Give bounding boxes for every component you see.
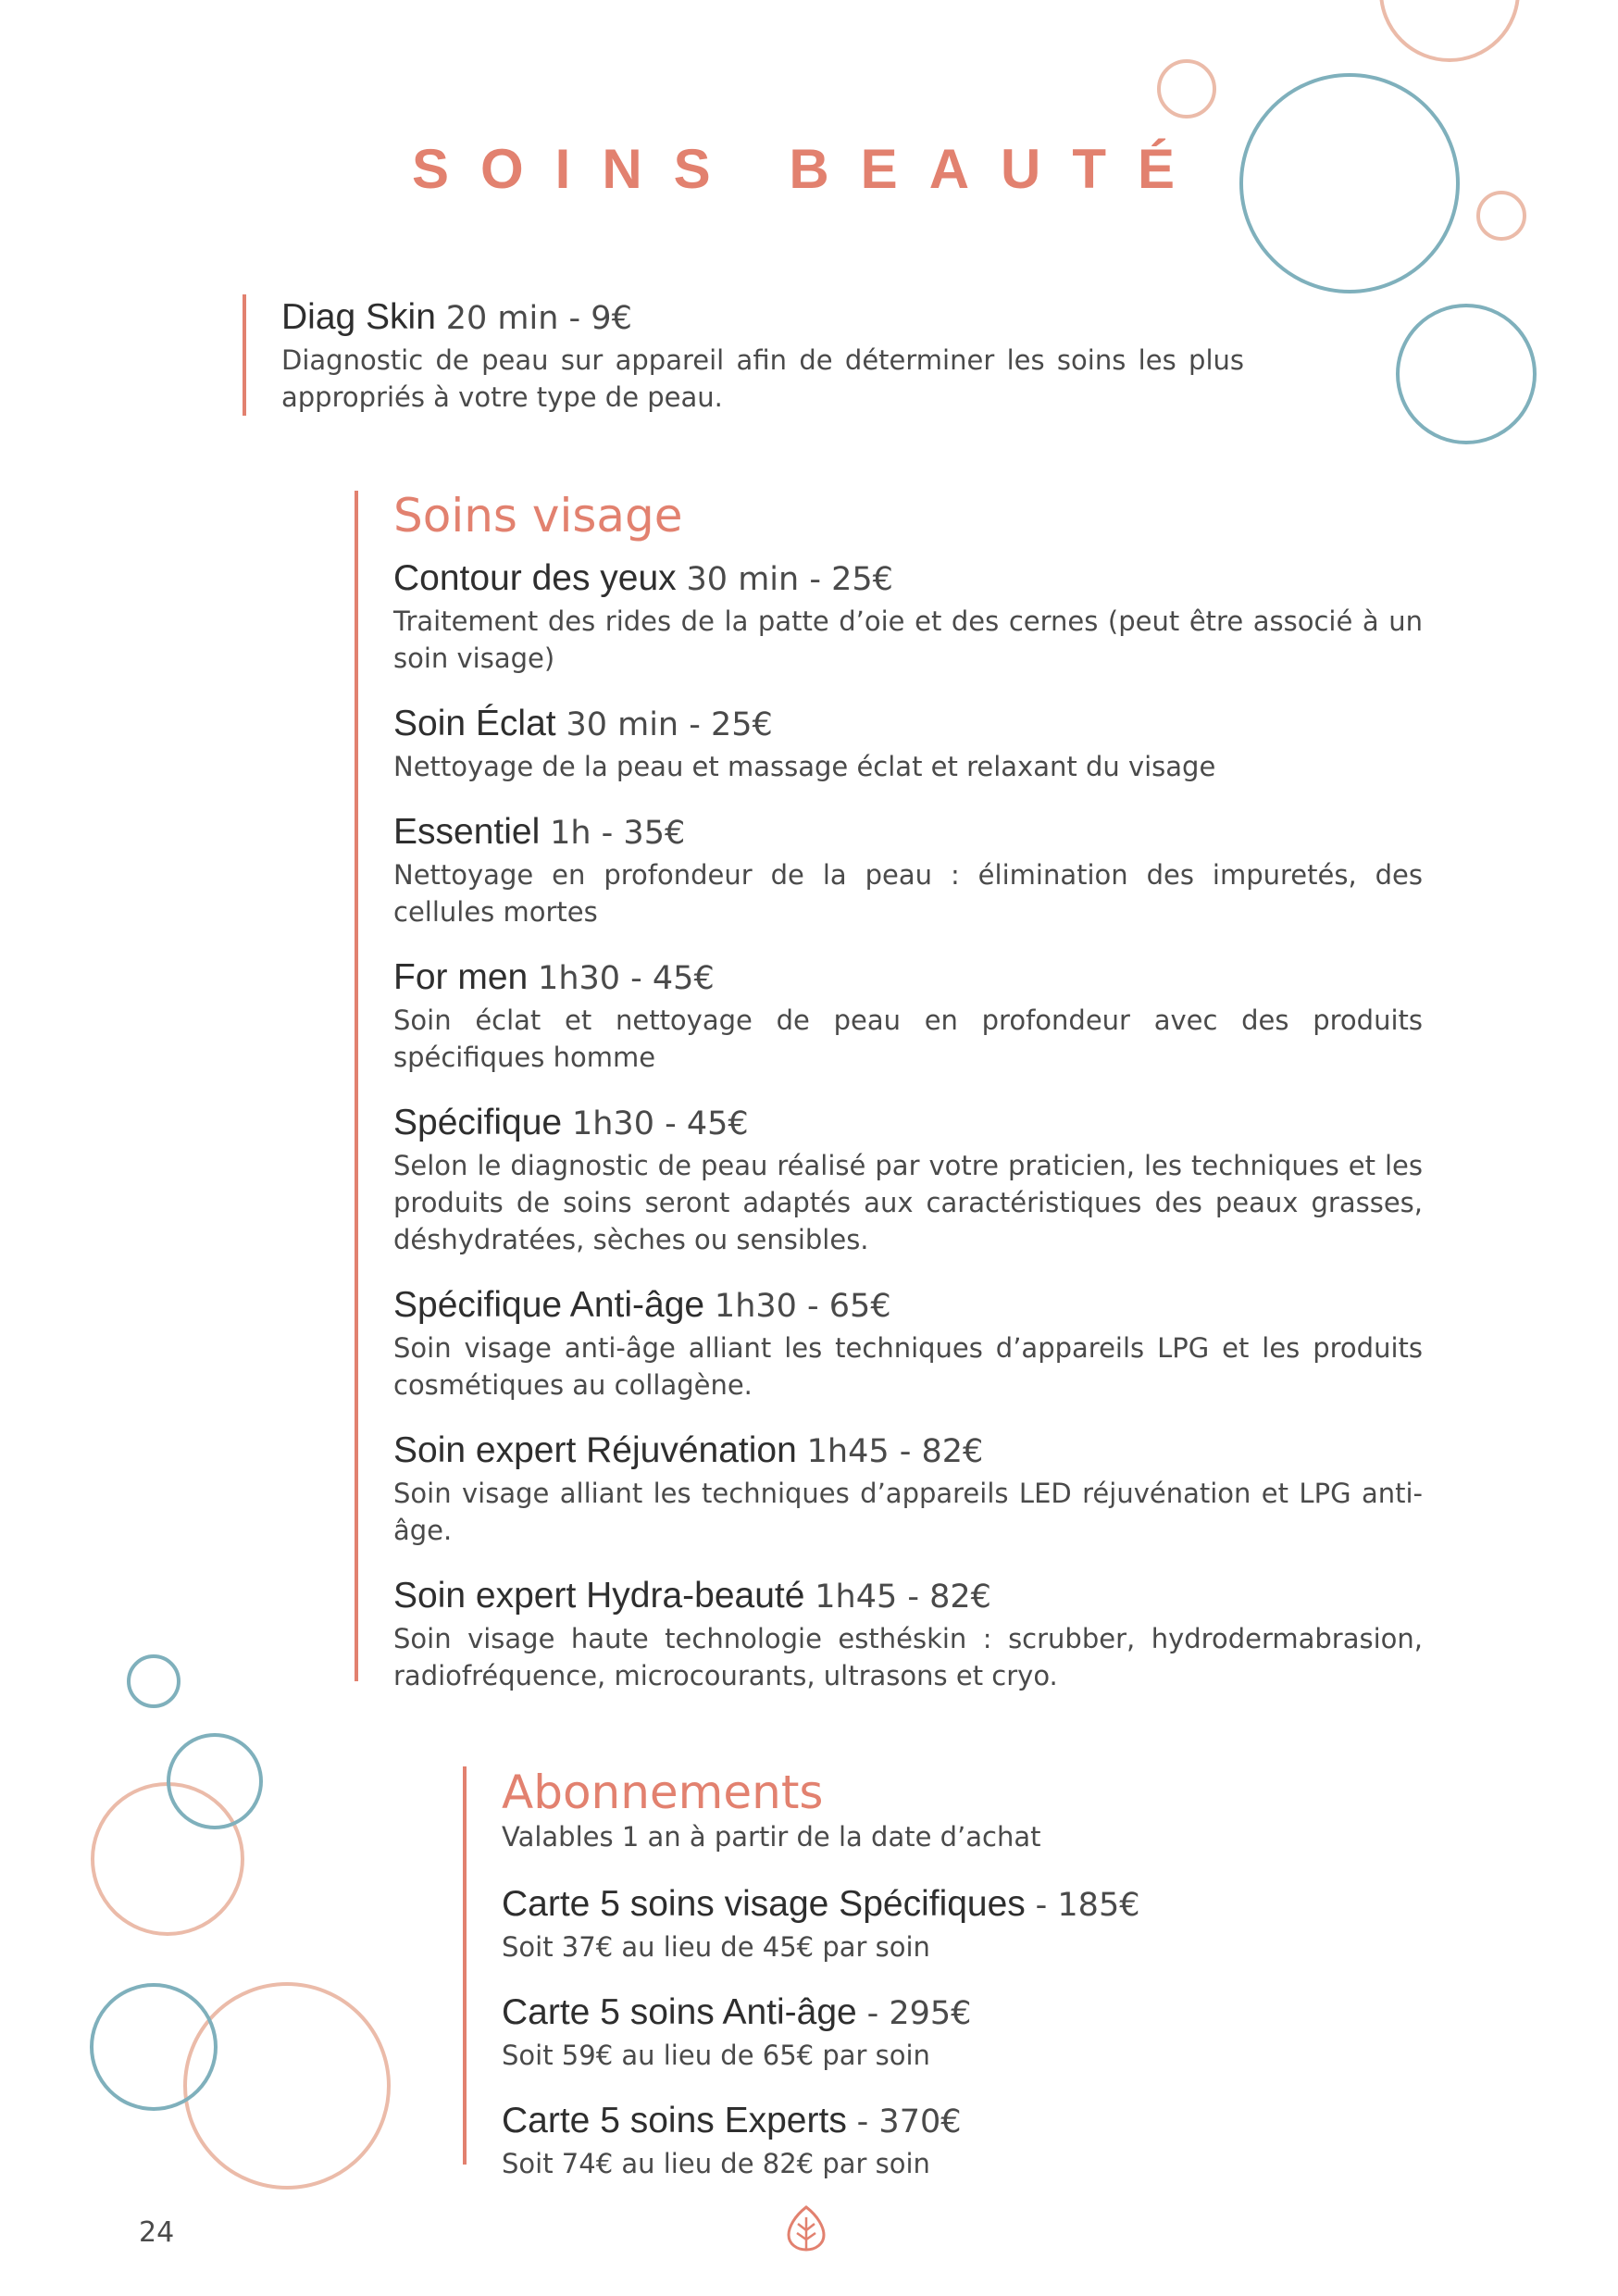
circle-bottom-teal (92, 1985, 216, 2109)
visage-item (393, 1573, 1423, 1694)
abonnements-item (502, 1990, 1335, 2074)
diag-block (243, 294, 1326, 416)
visage-item-title (393, 555, 1423, 603)
visage-item-price: 1h30 - 65€ (714, 1288, 891, 1325)
visage-item-title (393, 1100, 1423, 1147)
visage-item (393, 809, 1423, 930)
abonnements-item (502, 2098, 1335, 2182)
abonnements-item-desc: Soit 37€ au lieu de 45€ par soin (502, 1931, 930, 1963)
circle-top-right-peach (1381, 0, 1518, 60)
visage-item (393, 1282, 1423, 1404)
diag-price: 20 min - 9€ (445, 300, 632, 337)
visage-item (393, 1100, 1423, 1258)
visage-item (393, 701, 1423, 785)
visage-item-title (393, 955, 1423, 1002)
abonnements-item-desc: Soit 74€ au lieu de 82€ par soin (502, 2148, 930, 2179)
abonnements-item-name: Carte 5 soins Anti-âge (502, 1992, 857, 2032)
visage-item-price: 1h30 - 45€ (571, 1105, 749, 1142)
abonnements-item (502, 1881, 1335, 1965)
visage-item-desc: Nettoyage de la peau et massage éclat et relaxant du visage (393, 751, 1216, 782)
abonnements-item-title (502, 1881, 1335, 1928)
circle-left-peach (93, 1784, 243, 1934)
leaf-icon (785, 2204, 828, 2252)
abonnements-item-desc: Soit 59€ au lieu de 65€ par soin (502, 2040, 930, 2071)
abonnements-item-name: Carte 5 soins Experts (502, 2101, 847, 2140)
visage-item-desc: Soin éclat et nettoyage de peau en profondeur avec des produits spécifiques homme (393, 1004, 1423, 1073)
visage-item-desc: Nettoyage en profondeur de la peau : élimination des impuretés, des cellules mortes (393, 859, 1423, 928)
circle-bottom-peach (185, 1984, 389, 2188)
abonnements-block (463, 1766, 1335, 2179)
diag-name: Diag Skin (281, 297, 436, 337)
visage-item-title (393, 1428, 1423, 1475)
abonnements-item-title (502, 2098, 1335, 2145)
abonnements-item-price: - 370€ (856, 2103, 962, 2140)
circle-small-teal-left (129, 1656, 179, 1706)
abonnements-item-name: Carte 5 soins visage Spécifiques (502, 1884, 1026, 1924)
visage-item-title (393, 809, 1423, 856)
visage-item-name: Soin Éclat (393, 704, 556, 743)
visage-item-name: Soin expert Hydra-beauté (393, 1576, 805, 1616)
visage-item (393, 555, 1423, 677)
page-number: 24 (139, 2216, 175, 2249)
circle-left-teal (168, 1735, 261, 1828)
visage-heading: Soins visage (393, 489, 683, 543)
visage-item-name: Spécifique Anti-âge (393, 1285, 705, 1325)
visage-item-name: For men (393, 957, 529, 997)
visage-item-desc: Soin visage alliant les techniques d’appareils LED réjuvénation et LPG anti-âge. (393, 1478, 1423, 1546)
diag-desc: Diagnostic de peau sur appareil afin de déterminer les soins les plus appropriés à votre type de peau. (281, 344, 1244, 413)
abonnements-item-title (502, 1990, 1335, 2037)
visage-item-price: 1h30 - 45€ (538, 960, 715, 997)
visage-item-name: Contour des yeux (393, 558, 677, 598)
visage-item-title (393, 1282, 1423, 1329)
visage-item-price: 30 min - 25€ (686, 561, 893, 598)
circle-mid-teal (1398, 306, 1535, 443)
visage-item-desc: Selon le diagnostic de peau réalisé par votre praticien, les techniques et les produits de soins seront adaptés aux caractéristiques des peaux grasses, déshydratées, sèches ou sensibles. (393, 1150, 1423, 1255)
page-title: SOINS BEAUTÉ (411, 138, 1207, 200)
visage-item-desc: Soin visage haute technologie esthéskin : scrubber, hydrodermabrasion, radiofréquence, microcourants, ultrasons et cryo. (393, 1623, 1423, 1691)
diag-item (281, 294, 1326, 416)
visage-item-name: Essentiel (393, 812, 541, 852)
visage-item (393, 955, 1423, 1076)
visage-item-price: 1h - 35€ (550, 815, 686, 852)
abonnements-item-price: - 185€ (1035, 1887, 1140, 1924)
visage-block (355, 489, 1423, 1691)
visage-item-name: Soin expert Réjuvénation (393, 1430, 797, 1470)
abonnements-list (502, 1881, 1335, 2182)
visage-item (393, 1428, 1423, 1549)
visage-item-name: Spécifique (393, 1103, 563, 1142)
abonnements-item-price: - 295€ (866, 1995, 972, 2032)
visage-item-desc: Traitement des rides de la patte d’oie et des cernes (peut être associé à un soin visage) (393, 605, 1423, 674)
visage-item-price: 1h45 - 82€ (815, 1578, 991, 1616)
circle-small-peach (1159, 61, 1214, 117)
visage-item-desc: Soin visage anti-âge alliant les techniques d’appareils LPG et les produits cosmétiques au collagène. (393, 1332, 1423, 1401)
visage-item-title (393, 701, 1423, 748)
visage-item-price: 1h45 - 82€ (806, 1433, 984, 1470)
visage-item-price: 30 min - 25€ (566, 706, 773, 743)
visage-item-title (393, 1573, 1423, 1620)
abonnements-heading: Abonnements (502, 1766, 824, 1819)
abonnements-subtitle: Valables 1 an à partir de la date d’achat (502, 1821, 1041, 1853)
diag-title (281, 294, 1326, 342)
visage-list (393, 555, 1423, 1694)
